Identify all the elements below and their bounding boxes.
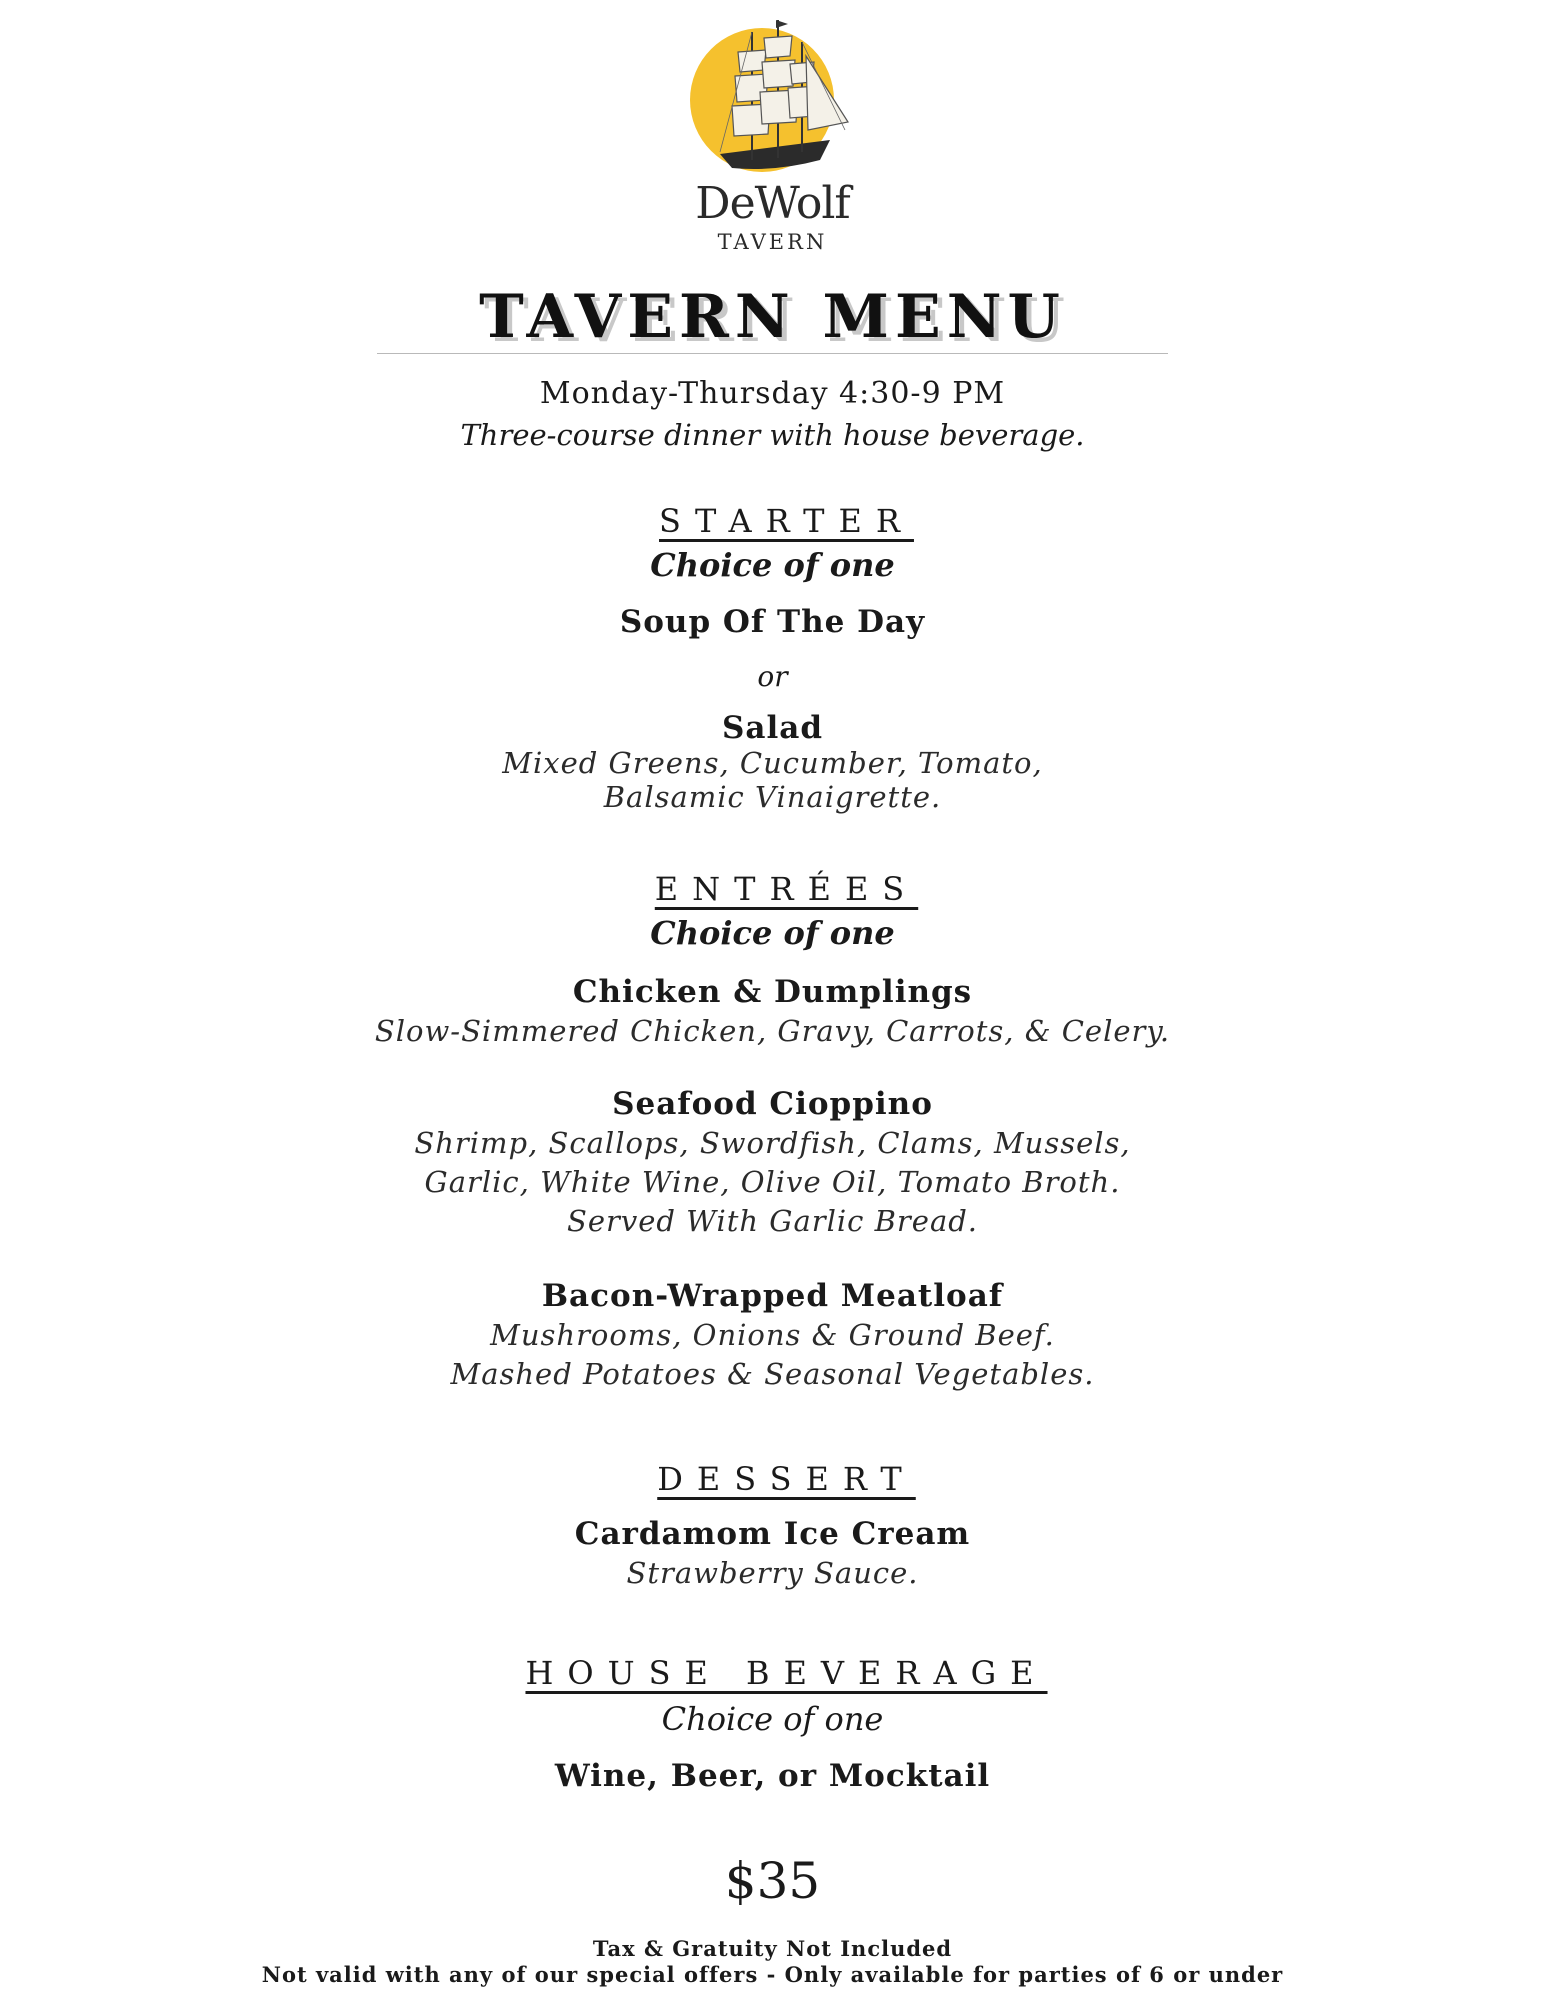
service-hours: Monday-Thursday 4:30-9 PM bbox=[539, 376, 1006, 411]
beverage-choice-note: Choice of one bbox=[661, 1700, 884, 1738]
fine-print-tax: Tax & Gratuity Not Included bbox=[592, 1936, 953, 1961]
entree-item-desc: Mashed Potatoes & Seasonal Vegetables. bbox=[450, 1357, 1095, 1391]
section-heading-entrees: ENTRÉES bbox=[654, 870, 919, 908]
dessert-item: Cardamom Ice Cream bbox=[574, 1516, 971, 1552]
entree-item-name: Seafood Cioppino bbox=[612, 1086, 933, 1122]
brand-name: DeWolf bbox=[695, 178, 850, 229]
fine-print-terms: Not valid with any of our special offers - Only available for parties of 6 or under bbox=[261, 1962, 1284, 1987]
beverage-item: Wine, Beer, or Mocktail bbox=[554, 1758, 991, 1794]
brand-subtitle: TAVERN bbox=[717, 230, 828, 254]
entree-item-desc: Slow-Simmered Chicken, Gravy, Carrots, & Celery. bbox=[374, 1014, 1171, 1048]
section-heading-starter: STARTER bbox=[659, 502, 914, 540]
starter-choice-note: Choice of one bbox=[650, 546, 895, 584]
entree-item-desc: Shrimp, Scallops, Swordfish, Clams, Mussels, bbox=[414, 1126, 1131, 1160]
tagline: Three-course dinner with house beverage. bbox=[460, 418, 1085, 452]
starter-salad-desc-1: Mixed Greens, Cucumber, Tomato, bbox=[502, 746, 1043, 780]
ship-logo-icon bbox=[680, 12, 865, 192]
entree-item-name: Chicken & Dumplings bbox=[572, 974, 973, 1010]
entree-item-desc: Garlic, White Wine, Olive Oil, Tomato Broth. bbox=[424, 1165, 1121, 1199]
starter-or: or bbox=[757, 660, 788, 693]
entree-item-name: Bacon-Wrapped Meatloaf bbox=[541, 1278, 1004, 1314]
title-divider bbox=[377, 353, 1168, 354]
starter-salad-desc-2: Balsamic Vinaigrette. bbox=[603, 780, 942, 814]
starter-item-salad: Salad bbox=[721, 710, 823, 746]
starter-item-soup: Soup Of The Day bbox=[619, 604, 926, 640]
entrees-choice-note: Choice of one bbox=[650, 914, 895, 952]
page-title: TAVERN MENU bbox=[479, 282, 1066, 352]
section-heading-beverage: HOUSE BEVERAGE bbox=[525, 1654, 1048, 1692]
entree-item-desc: Served With Garlic Bread. bbox=[566, 1204, 979, 1238]
section-heading-dessert: DESSERT bbox=[657, 1460, 916, 1498]
menu-price: $35 bbox=[724, 1852, 821, 1910]
dessert-desc: Strawberry Sauce. bbox=[626, 1556, 919, 1590]
entree-item-desc: Mushrooms, Onions & Ground Beef. bbox=[490, 1318, 1055, 1352]
